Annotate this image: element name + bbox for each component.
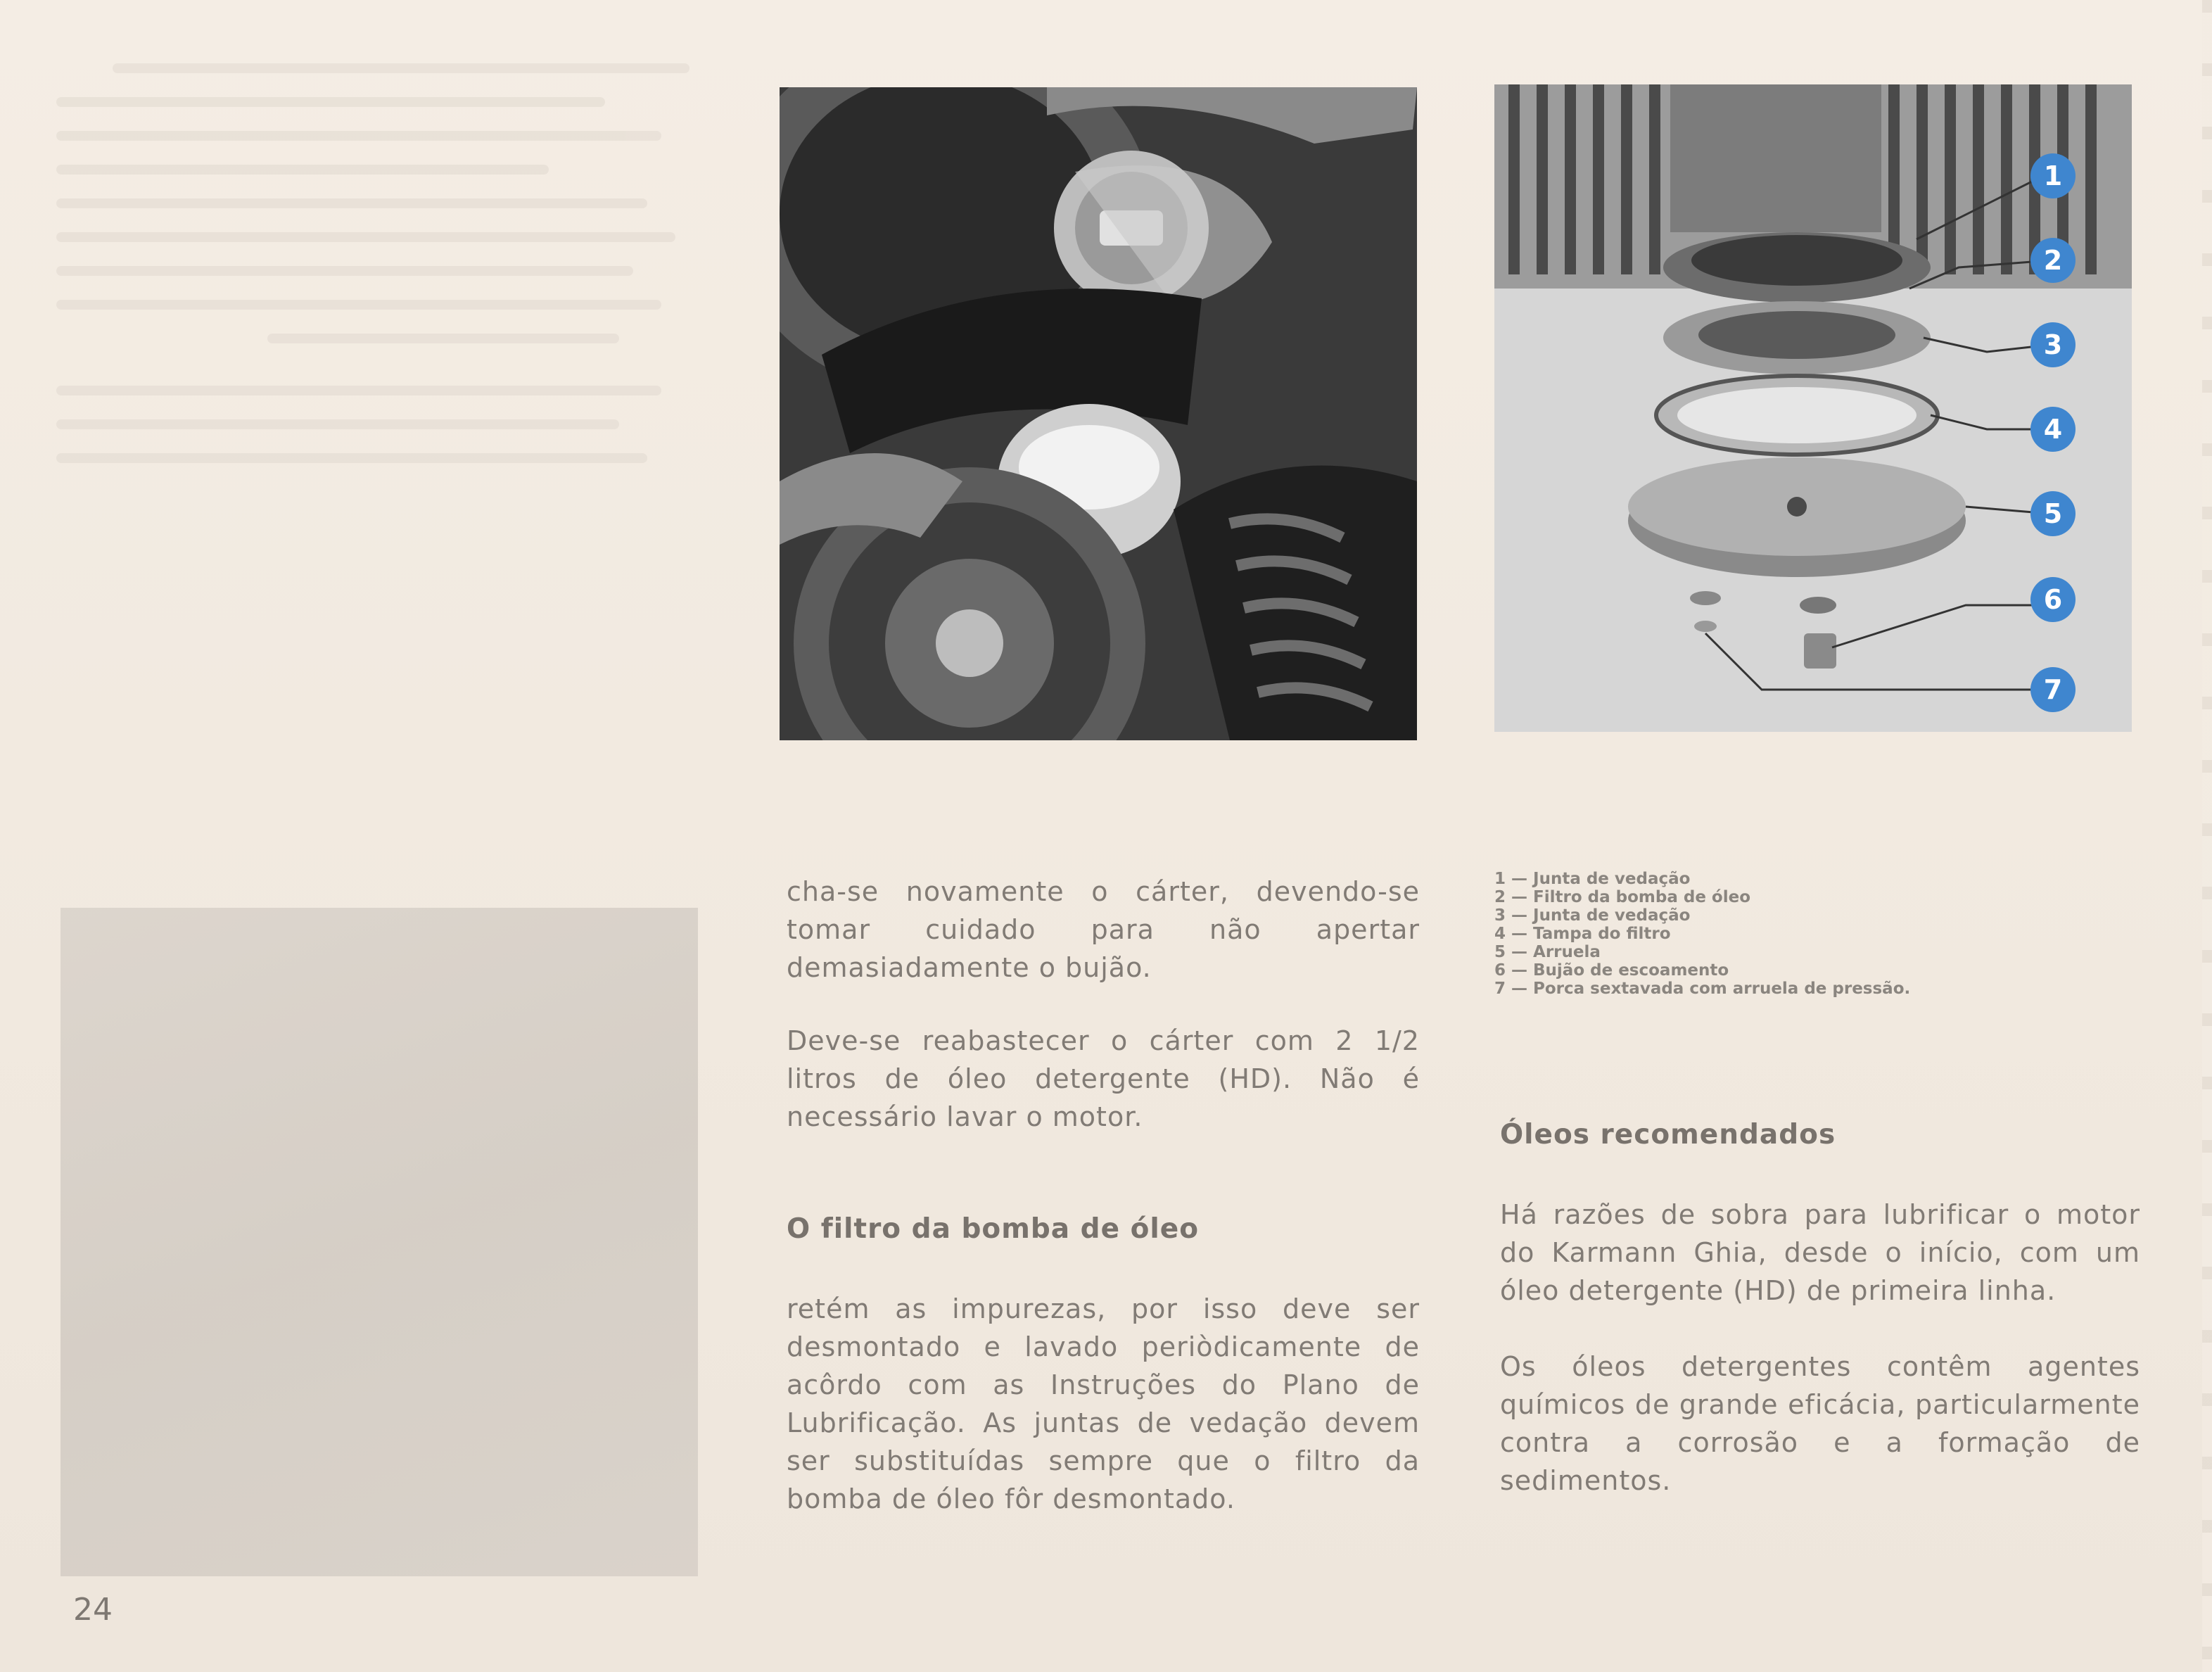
paragraph-razoes: Há razões de sobra para lubrificar o motor do Karmann Ghia, desde o início, com um óleo detergente (HD) de primeira linha. bbox=[1500, 1199, 2140, 1306]
legend-item: 7 — Porca sextavada com arruela de pressão. bbox=[1494, 980, 1911, 998]
callout-2: 2 bbox=[2030, 238, 2076, 283]
legend-item: 1 — Junta de vedação bbox=[1494, 870, 1691, 888]
paragraph-reabastecer: Deve-se reabastecer o cárter com 2 1/2 litros de óleo detergente (HD). Não é necessário lavar o motor. bbox=[787, 1025, 1420, 1132]
legend-item: 6 — Bujão de escoamento bbox=[1494, 961, 1729, 980]
show-through-photo bbox=[61, 908, 698, 1576]
page-edge bbox=[2202, 0, 2212, 1672]
show-through-text bbox=[56, 63, 704, 837]
right-column bbox=[1500, 1119, 2140, 1500]
callout-1: 1 bbox=[2030, 153, 2076, 198]
section-heading-oleos: Óleos recomendados bbox=[1500, 1119, 1836, 1151]
callout-4: 4 bbox=[2030, 407, 2076, 452]
callout-5: 5 bbox=[2030, 491, 2076, 536]
paragraph-filtro: retém as impurezas, por isso deve ser desmontado e lavado periòdicamente de acôrdo com as Instruções do Plano de Lubrificação. As juntas de vedação devem ser substituídas sempre que o filtro da bomba de óleo fôr desmontado. bbox=[787, 1293, 1420, 1514]
callout-3: 3 bbox=[2030, 322, 2076, 367]
legend-item: 2 — Filtro da bomba de óleo bbox=[1494, 888, 1751, 906]
page-number: 24 bbox=[73, 1592, 113, 1628]
parts-legend bbox=[1494, 870, 2149, 998]
callout-7: 7 bbox=[2030, 667, 2076, 712]
middle-column bbox=[787, 873, 1420, 1518]
engine-photo bbox=[780, 87, 1417, 740]
callout-6: 6 bbox=[2030, 577, 2076, 622]
legend-item: 4 — Tampa do filtro bbox=[1494, 925, 1671, 943]
paragraph-detergentes: Os óleos detergentes contêm agentes químicos de grande eficácia, particularmente contra a corrosão e a formação de sedimentos. bbox=[1500, 1351, 2140, 1496]
legend-item: 3 — Junta de vedação bbox=[1494, 906, 1691, 925]
paragraph-cárter: cha-se novamente o cárter, devendo-se tomar cuidado para não apertar demasiadamente o bujão. bbox=[787, 876, 1420, 983]
legend-item: 5 — Arruela bbox=[1494, 943, 1601, 961]
section-heading-filtro: O filtro da bomba de óleo bbox=[787, 1213, 1200, 1245]
